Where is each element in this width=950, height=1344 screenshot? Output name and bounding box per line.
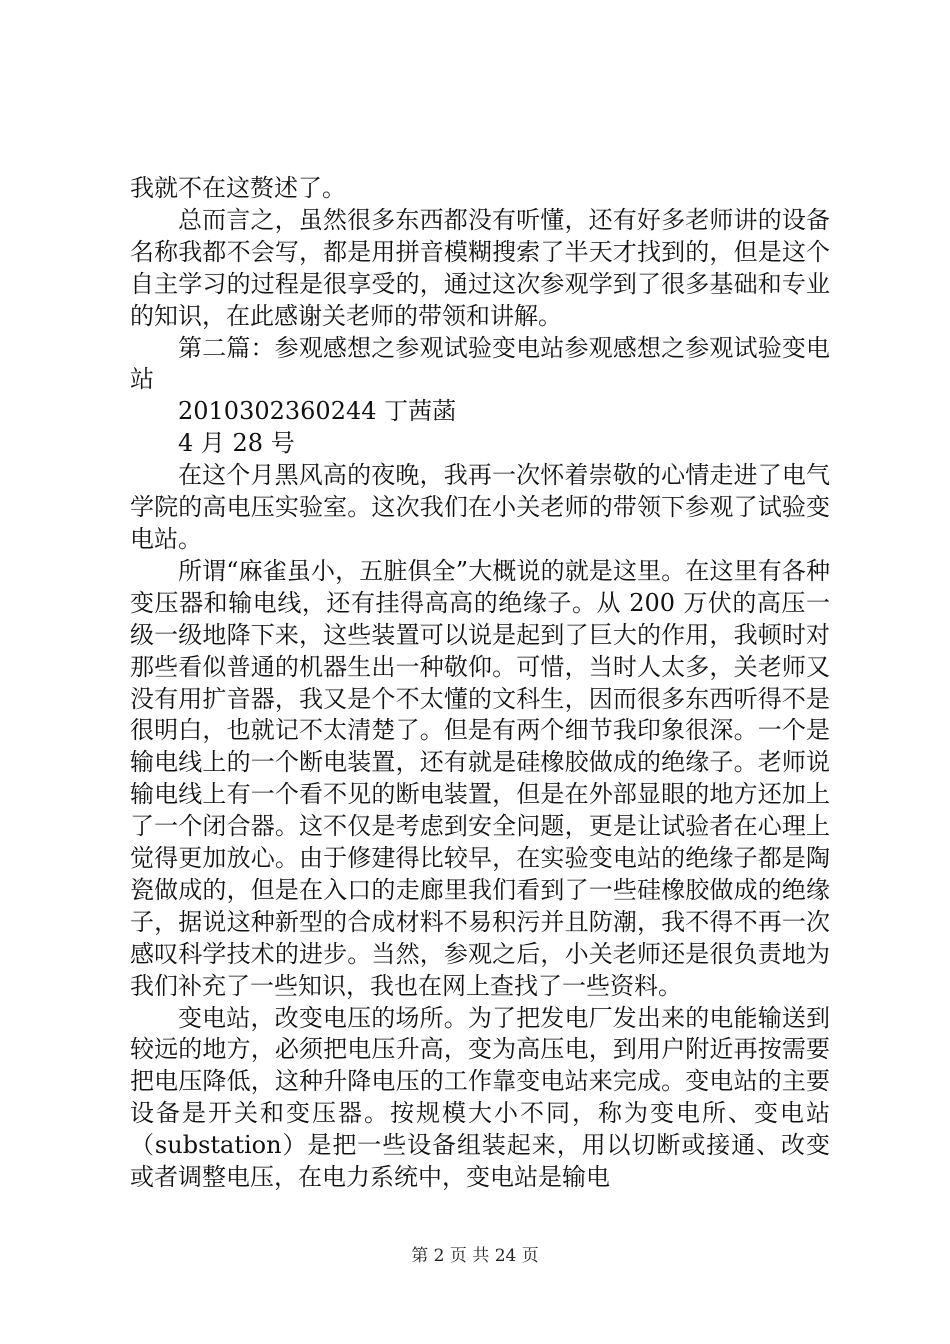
- page-footer: [0, 1246, 950, 1266]
- section-heading: 第二篇：参观感想之参观试验变电站参观感想之参观试验变电站: [130, 333, 830, 394]
- paragraph-intro: 在这个月黑风高的夜晚，我再一次怀着崇敬的心情走进了电气学院的高电压实验室。这次我们在小关老师的带领下参观了试验变电站。: [130, 461, 830, 553]
- document-body: [130, 173, 830, 1194]
- paragraph-continuation: 我就不在这赘述了。: [130, 174, 346, 202]
- paragraph-details: 所谓“麻雀虽小，五脏俱全”大概说的就是这里。在这里有各种变压器和输电线，还有挂得高高的绝缘子。从 200 万伏的高压一级一级地降下来，这些装置可以说是起到了巨大的作用，我顿时对那些看似普通的机器生出一种敬仰。可惜，当时人太多，关老师又没有用扩音器，我又是个不太懂的文科生，因而很多东西听得不是很明白，也就记不太清楚了。但是有两个细节我印象很深。一个是输电线上的一个断电装置，还有就是硅橡胶做成的绝缘子。老师说输电线上有一个看不见的断电装置，但是在外部显眼的地方还加上了一个闭合器。这不仅是考虑到安全问题，更是让试验者在心理上觉得更加放心。由于修建得比较早，在实验变电站的绝缘子都是陶瓷做成的，但是在入口的走廊里我们看到了一些硅橡胶做成的绝缘子，据说这种新型的合成材料不易积污并且防潮，我不得不再一次感叹科学技术的进步。当然，参观之后，小关老师还是很负责地为我们补充了一些知识，我也在网上查找了一些资料。: [130, 556, 830, 1000]
- page-number-label: 第 2 页 共 24 页: [411, 1246, 539, 1266]
- paragraph-substation: 变电站，改变电压的场所。为了把发电厂发出来的电能输送到较远的地方，必须把电压升高，变为高压电，到用户附近再按需要把电压降低，这种升降电压的工作靠变电站来完成。变电站的主要设备是开关和变压器。按规模大小不同，称为变电所、变电站（substation）是把一些设备组装起来，用以切断或接通、改变或者调整电压，在电力系统中，变电站是输电: [130, 1003, 830, 1192]
- date-line: 4 月 28 号: [178, 429, 295, 458]
- author-line: 2010302360244 丁茜菡: [178, 397, 457, 426]
- paragraph-summary: 总而言之，虽然很多东西都没有听懂，还有好多老师讲的设备名称我都不会写，都是用拼音模糊搜索了半天才找到的，但是这个自主学习的过程是很享受的，通过这次参观学到了很多基础和专业的知识，在此感谢关老师的带领和讲解。: [130, 205, 830, 330]
